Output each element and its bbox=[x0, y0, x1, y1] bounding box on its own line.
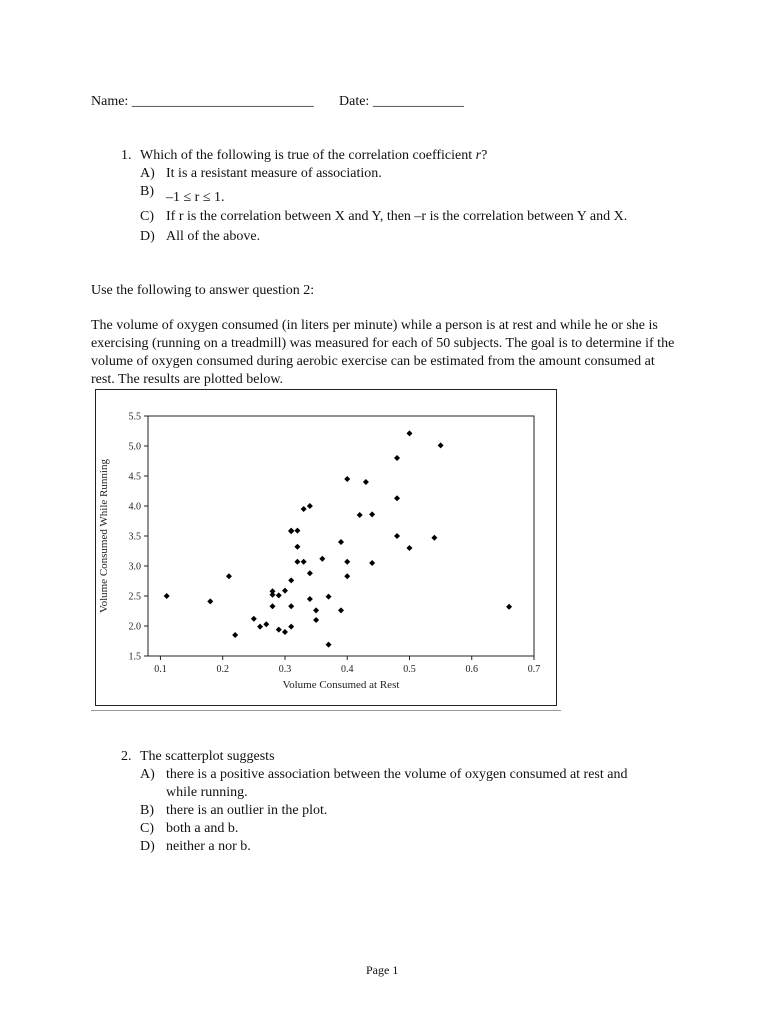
question-2-option-a-letter: A) bbox=[140, 767, 155, 782]
question-2-number: 2. bbox=[121, 749, 132, 764]
data-point bbox=[438, 442, 444, 448]
y-tick-label: 2.5 bbox=[128, 591, 141, 603]
data-point bbox=[326, 594, 332, 600]
data-point bbox=[338, 539, 344, 545]
data-point bbox=[307, 596, 313, 602]
name-label: Name: bbox=[91, 94, 129, 109]
data-point bbox=[326, 642, 332, 648]
data-point bbox=[288, 577, 294, 583]
data-point bbox=[276, 627, 282, 633]
x-tick-label: 0.6 bbox=[465, 664, 478, 675]
question-1-number: 1. bbox=[121, 148, 132, 163]
y-tick-label: 3.0 bbox=[128, 561, 141, 573]
y-axis-label: Volume Consumed While Running bbox=[98, 459, 110, 613]
data-point bbox=[232, 632, 238, 638]
y-tick-label: 5.5 bbox=[128, 411, 141, 423]
data-point bbox=[270, 588, 276, 594]
data-point bbox=[301, 559, 307, 565]
data-point bbox=[257, 624, 263, 630]
data-point bbox=[313, 617, 319, 623]
data-point bbox=[282, 629, 288, 635]
data-point bbox=[294, 544, 300, 550]
question-1-option-b-letter: B) bbox=[140, 184, 154, 199]
intro-paragraph: The volume of oxygen consumed (in liters per minute) while a person is at rest and while he or she is exercising (running on a treadmill) was measured for each of 50 subjects. The goal is to determine if the volume of oxygen consumed during aerobic exercise can be estimated from the amount consumed at rest. The results are plotted below. bbox=[91, 318, 675, 387]
question-2-option-d-letter: D) bbox=[140, 839, 155, 854]
question-1-option-a-letter: A) bbox=[140, 166, 155, 181]
x-tick-label: 0.3 bbox=[278, 664, 292, 675]
question-2-option-c-letter: C) bbox=[140, 821, 154, 836]
scatterplot bbox=[96, 390, 556, 705]
question-2-option-d-text: neither a nor b. bbox=[166, 839, 251, 854]
data-point bbox=[344, 476, 350, 482]
data-point bbox=[394, 533, 400, 539]
x-tick-label: 0.1 bbox=[154, 664, 167, 675]
plot-area bbox=[148, 416, 534, 656]
question-1-option-b-text: –1 ≤ r ≤ 1. bbox=[166, 190, 225, 205]
data-point bbox=[344, 559, 350, 565]
question-2-option-b-letter: B) bbox=[140, 803, 154, 818]
date-label: Date: bbox=[339, 94, 370, 109]
data-point bbox=[270, 603, 276, 609]
data-point bbox=[338, 607, 344, 613]
page-number: Page 1 bbox=[366, 963, 399, 977]
data-point bbox=[294, 559, 300, 565]
data-point bbox=[164, 593, 170, 599]
data-point bbox=[282, 588, 288, 594]
data-point bbox=[288, 528, 294, 534]
data-point bbox=[226, 573, 232, 579]
x-axis-label: Volume Consumed at Rest bbox=[282, 679, 400, 691]
data-point bbox=[294, 528, 300, 534]
data-point bbox=[344, 573, 350, 579]
name-line bbox=[91, 94, 314, 110]
data-point bbox=[506, 604, 512, 610]
date-line bbox=[339, 94, 464, 110]
use-following-heading: Use the following to answer question 2: bbox=[91, 283, 315, 298]
data-point bbox=[301, 506, 307, 512]
data-point bbox=[406, 545, 412, 551]
question-1-option-c-text: If r is the correlation between X and Y, then –r is the correlation between Y and X. bbox=[166, 209, 628, 224]
data-point bbox=[288, 624, 294, 630]
data-point bbox=[369, 511, 375, 517]
data-point bbox=[263, 621, 269, 627]
data-point bbox=[394, 455, 400, 461]
question-1-option-c-letter: C) bbox=[140, 209, 154, 224]
question-1-prompt: Which of the following is true of the correlation coefficient r? bbox=[140, 148, 488, 163]
data-point bbox=[431, 535, 437, 541]
question-2-option-b-text: there is an outlier in the plot. bbox=[166, 803, 328, 818]
y-tick-label: 3.5 bbox=[128, 531, 141, 543]
y-tick-label: 4.0 bbox=[128, 501, 141, 513]
x-tick-label: 0.5 bbox=[403, 664, 416, 675]
x-tick-label: 0.7 bbox=[527, 664, 541, 675]
data-point bbox=[276, 592, 282, 598]
data-point bbox=[369, 560, 375, 566]
question-2-option-c-text: both a and b. bbox=[166, 821, 239, 836]
question-2-option-a-text: there is a positive association between the volume of oxygen consumed at rest and bbox=[166, 767, 628, 782]
data-point bbox=[288, 603, 294, 609]
data-point bbox=[307, 503, 313, 509]
divider bbox=[91, 710, 561, 711]
data-point bbox=[207, 598, 213, 604]
data-point bbox=[394, 495, 400, 501]
name-blank[interactable]: __________________________ bbox=[131, 94, 314, 109]
question-2-prompt: The scatterplot suggests bbox=[140, 749, 275, 764]
data-point bbox=[319, 556, 325, 562]
y-tick-label: 5.0 bbox=[128, 441, 141, 453]
data-point bbox=[406, 430, 412, 436]
data-point bbox=[363, 479, 369, 485]
data-point bbox=[357, 512, 363, 518]
y-tick-label: 1.5 bbox=[128, 651, 141, 663]
data-point bbox=[313, 607, 319, 613]
x-tick-label: 0.2 bbox=[216, 664, 229, 675]
data-point bbox=[307, 570, 313, 576]
question-1-option-d-text: All of the above. bbox=[166, 229, 261, 244]
scatterplot-frame bbox=[95, 389, 557, 706]
date-blank[interactable]: _____________ bbox=[372, 94, 464, 109]
question-2-option-a-text-cont: while running. bbox=[166, 785, 248, 800]
x-tick-label: 0.4 bbox=[340, 664, 354, 675]
y-tick-label: 2.0 bbox=[128, 621, 141, 633]
question-1-option-d-letter: D) bbox=[140, 229, 155, 244]
question-1-option-a-text: It is a resistant measure of association. bbox=[166, 166, 382, 181]
y-tick-label: 4.5 bbox=[128, 471, 141, 483]
data-point bbox=[251, 616, 257, 622]
